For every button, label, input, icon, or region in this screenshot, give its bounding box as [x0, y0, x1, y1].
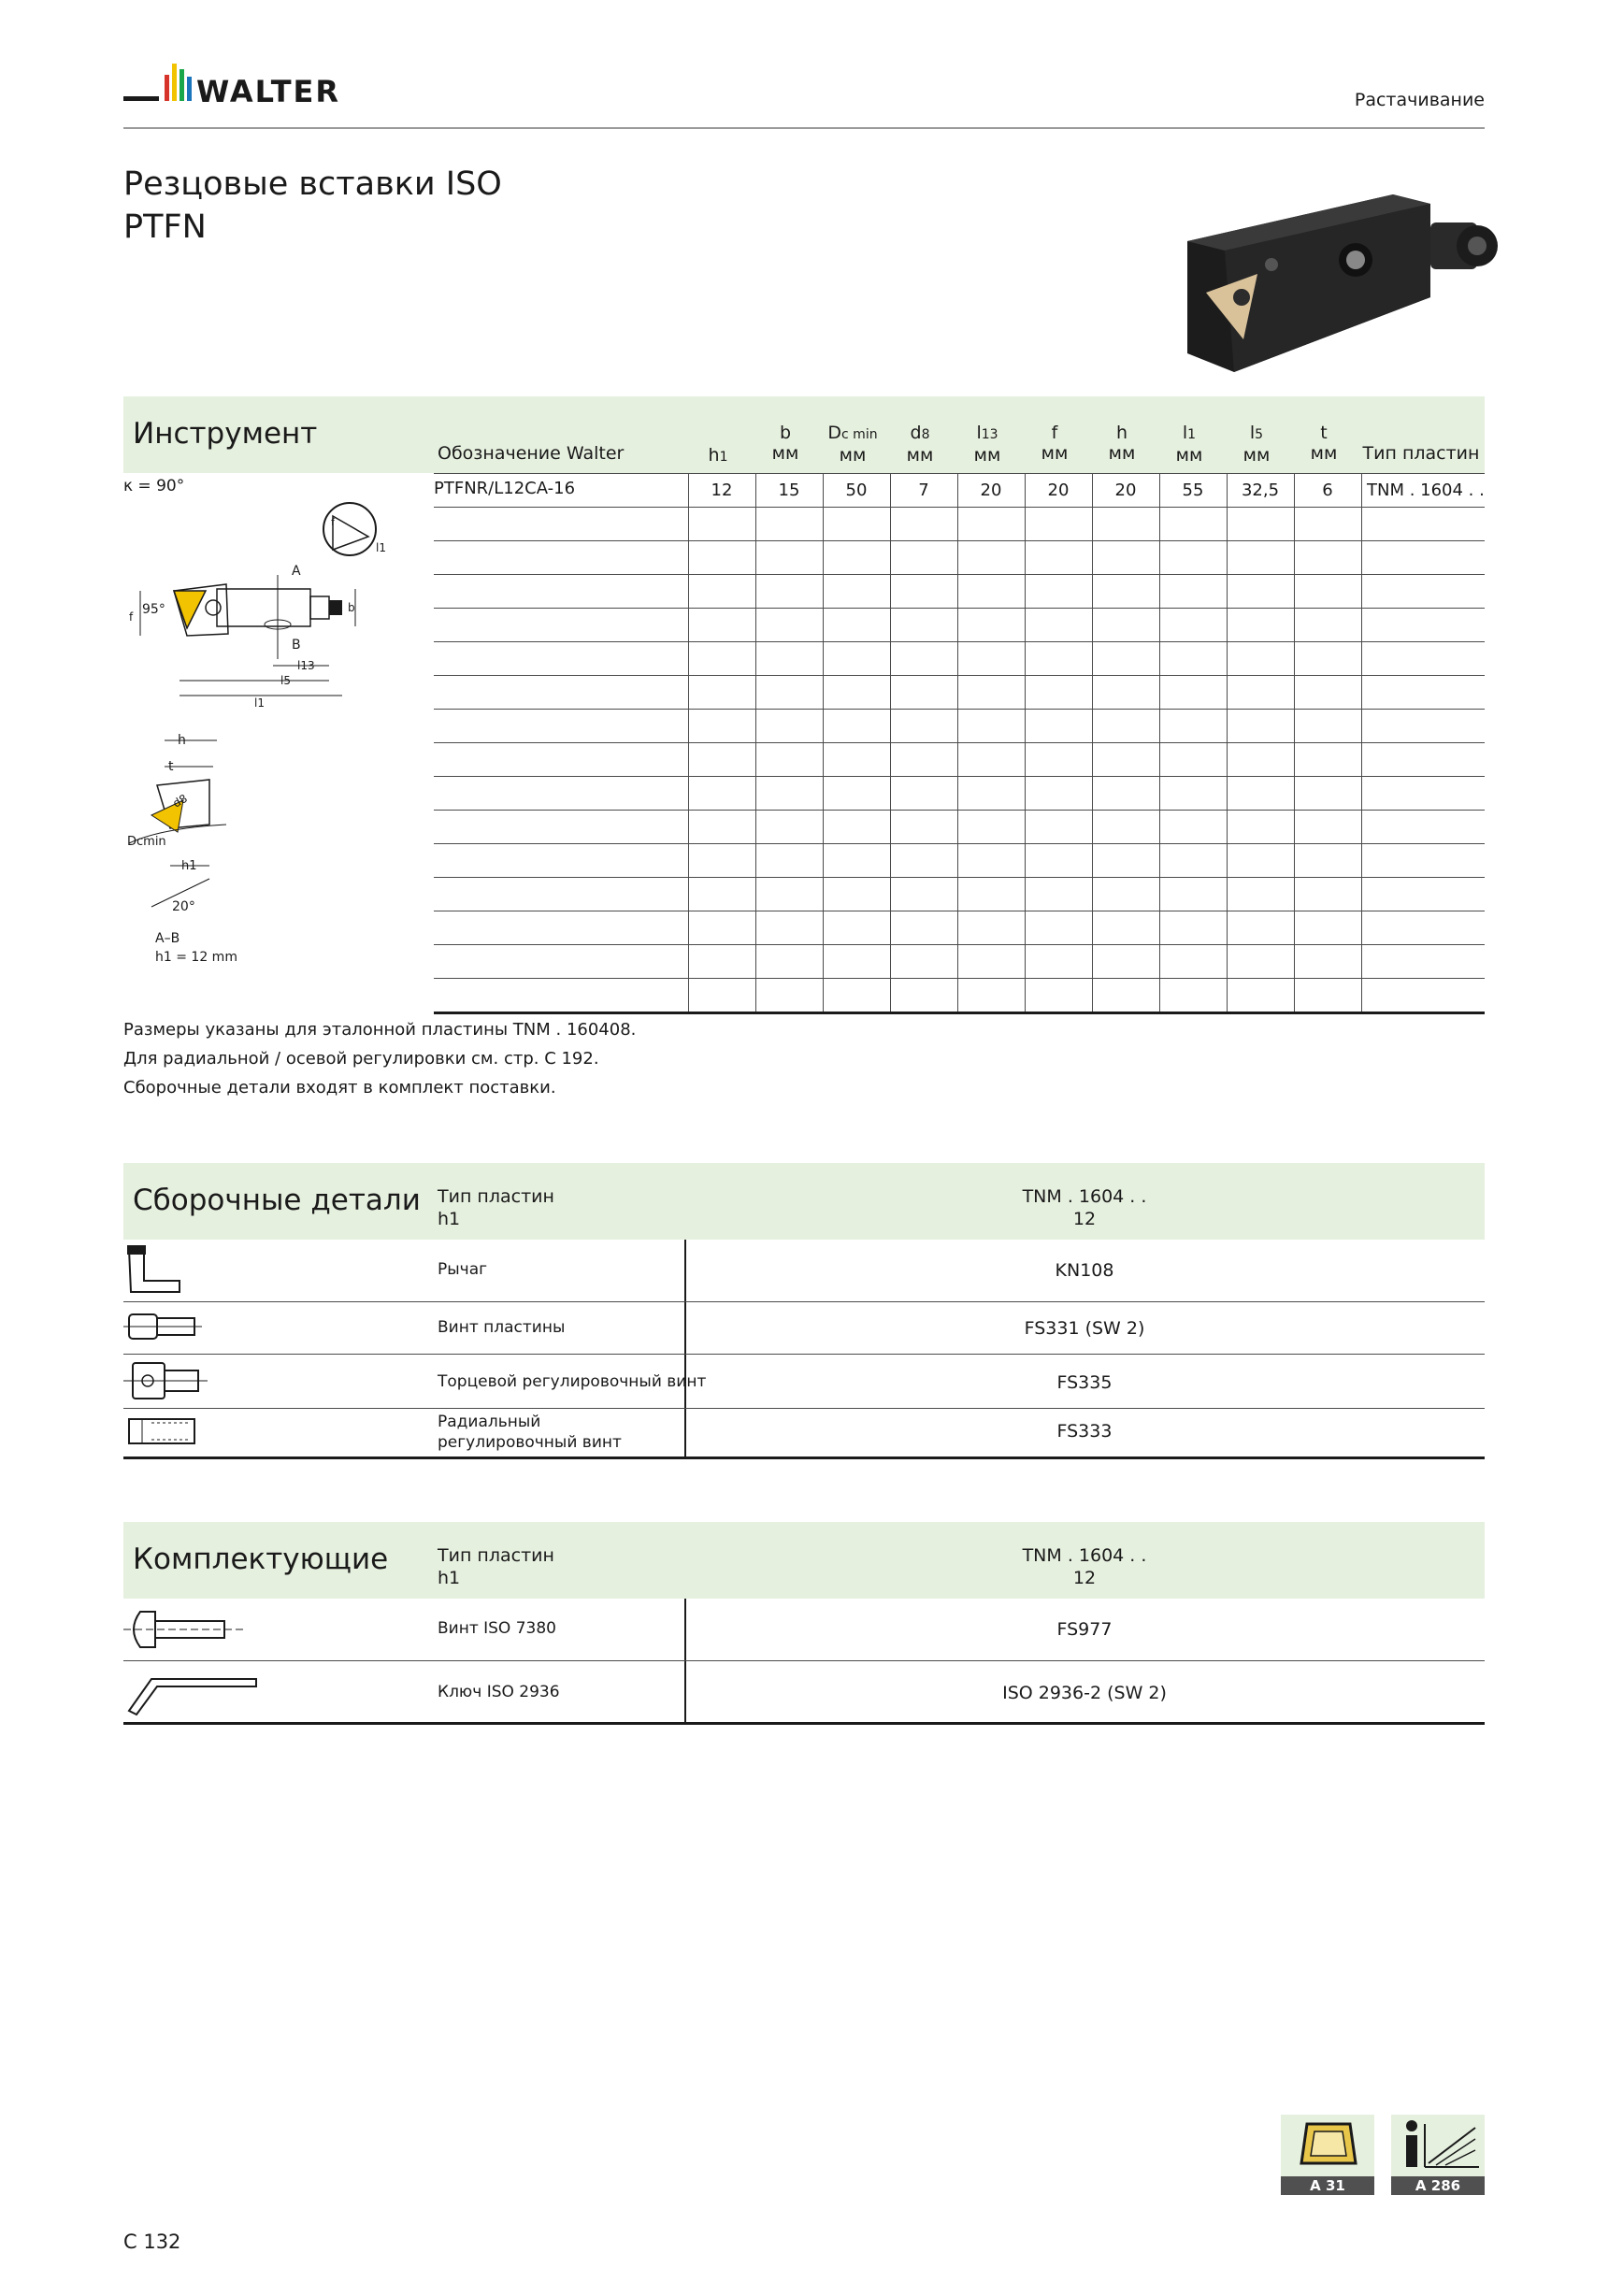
- assembly-insert-type: TNM . 1604 . .: [1022, 1186, 1147, 1207]
- col-d8: d8 мм: [906, 423, 934, 466]
- accessories-heading: Комплектующие: [133, 1543, 389, 1576]
- value-cell-h: 20: [1114, 481, 1137, 500]
- col-rule: [1361, 473, 1362, 1013]
- table-bottom-rule: [434, 1012, 1485, 1014]
- col-h: h мм: [1108, 423, 1136, 464]
- radial-adjust-screw-icon: [123, 1413, 226, 1451]
- note-1: Размеры указаны для эталонной пластины TNM . 160408.: [123, 1020, 637, 1040]
- value-cell-d8: 7: [918, 481, 929, 500]
- drawing-label-b-section: B: [292, 638, 301, 653]
- part-value-insert-screw: FS331 (SW 2): [1024, 1318, 1145, 1339]
- page-number: C 132: [123, 2231, 181, 2253]
- drawing-label-section: A–B: [155, 931, 180, 946]
- value-cell-dcmin: 50: [845, 481, 868, 500]
- col-rule: [823, 473, 824, 1013]
- assembly-row: [123, 1240, 1485, 1301]
- drawing-label-dcmin: Dcmin: [127, 835, 166, 849]
- accessories-row: [123, 1660, 1485, 1722]
- note-3: Сборочные детали входят в комплект поставки.: [123, 1078, 556, 1098]
- drawing-label-t: t: [168, 759, 174, 774]
- col-b: b мм: [771, 423, 799, 464]
- page-title: [123, 163, 502, 249]
- part-name-radial-line1: Радиальный: [438, 1413, 541, 1431]
- col-rule: [1092, 473, 1093, 1013]
- col-l5: l5 мм: [1242, 423, 1271, 466]
- drawing-label-a: A: [292, 564, 301, 579]
- part-name-radial-line2: регулировочный винт: [438, 1433, 622, 1452]
- end-adjust-screw-icon: [123, 1359, 226, 1402]
- ref-insert-shape[interactable]: [1281, 2115, 1374, 2195]
- col-rule: [890, 473, 891, 1013]
- row-rule: [434, 810, 1485, 811]
- row-rule: [434, 944, 1485, 945]
- row-rule: [434, 608, 1485, 609]
- drawing-label-d8: d8: [170, 791, 190, 811]
- col-rule: [1159, 473, 1160, 1013]
- drawing-label-l13: l13: [297, 659, 315, 672]
- part-name-end-adjust-screw: Торцевой регулировочный винт: [438, 1372, 707, 1391]
- accessories-insert-type: TNM . 1604 . .: [1022, 1545, 1147, 1566]
- accessories-label-h1: h1: [438, 1568, 461, 1588]
- note-2: Для радиальной / осевой регулировки см. стр. C 192.: [123, 1049, 599, 1069]
- row-rule: [434, 877, 1485, 878]
- insert-type-cell: TNM . 1604 . .: [1367, 481, 1485, 500]
- section-label: Растачивание: [1354, 90, 1485, 110]
- value-cell-b: 15: [778, 481, 800, 500]
- col-rule: [1025, 473, 1026, 1013]
- drawing-label-l5: l5: [280, 674, 291, 687]
- row-rule: [434, 776, 1485, 777]
- value-cell-l13: 20: [980, 481, 1002, 500]
- accessories-label-insert-type: Тип пластин: [438, 1545, 554, 1566]
- tool-drawing: [123, 495, 404, 982]
- assembly-row: [123, 1408, 1485, 1457]
- ref-label-a286: A 286: [1391, 2176, 1485, 2195]
- value-cell-l5: 32,5: [1241, 481, 1280, 500]
- part-name-lever: Рычаг: [438, 1260, 488, 1279]
- assembly-label-h1: h1: [438, 1209, 461, 1229]
- accessory-name-screw: Винт ISO 7380: [438, 1619, 556, 1638]
- col-rule: [1294, 473, 1295, 1013]
- assembly-heading: Сборочные детали: [133, 1184, 421, 1217]
- accessories-bottom-rule: [123, 1722, 1485, 1725]
- part-name-insert-screw: Винт пластины: [438, 1318, 566, 1337]
- header-rule: [123, 127, 1485, 129]
- kappa-angle: κ = 90°: [123, 477, 185, 495]
- drawing-label-h: h: [178, 733, 186, 748]
- tool-table: [434, 473, 1485, 1013]
- accessory-value-key: ISO 2936-2 (SW 2): [1002, 1683, 1167, 1703]
- notes: [123, 1015, 636, 1102]
- product-photo: [1178, 157, 1515, 381]
- row-rule: [434, 978, 1485, 979]
- title-line-2: PTFN: [123, 208, 207, 246]
- insert-screw-icon: [123, 1309, 226, 1346]
- drawing-label-l1: l1: [254, 696, 265, 710]
- designation-cell: PTFNR/L12CA-16: [434, 479, 576, 498]
- ref-label-a31: A 31: [1281, 2176, 1374, 2195]
- part-value-lever: KN108: [1055, 1260, 1114, 1281]
- accessories-h1: 12: [1072, 1568, 1097, 1588]
- drawing-label-b: b: [348, 601, 355, 614]
- tool-section-heading: Инструмент: [133, 417, 318, 451]
- accessories-row: [123, 1599, 1485, 1660]
- drawing-label-95: 95°: [142, 602, 165, 617]
- lever-icon: [123, 1243, 226, 1296]
- hex-key-icon: [123, 1666, 264, 1718]
- title-line-1: Резцовые вставки ISO: [123, 165, 502, 203]
- value-cell-f: 20: [1047, 481, 1070, 500]
- accessory-name-key: Ключ ISO 2936: [438, 1683, 560, 1701]
- assembly-row: [123, 1354, 1485, 1408]
- col-l13: l13 мм: [973, 423, 1001, 466]
- row-rule: [434, 473, 1485, 474]
- tool-section-header: [123, 396, 1485, 473]
- row-rule: [434, 709, 1485, 710]
- row-rule: [434, 675, 1485, 676]
- insert-shape-icon: [1281, 2115, 1374, 2176]
- value-cell-l1: 55: [1182, 481, 1204, 500]
- accessory-value-screw: FS977: [1056, 1619, 1113, 1640]
- row-rule: [434, 574, 1485, 575]
- col-dcmin: Dc min мм: [827, 423, 878, 466]
- col-rule: [755, 473, 756, 1013]
- col-t: t мм: [1310, 423, 1338, 464]
- row-rule: [434, 742, 1485, 743]
- assembly-row: [123, 1301, 1485, 1354]
- insert-type-header: Тип пластин: [1362, 443, 1480, 464]
- assembly-section-header: [123, 1163, 1485, 1240]
- assembly-bottom-rule: [123, 1457, 1485, 1459]
- drawing-label-section-note: h1 = 12 mm: [155, 950, 237, 965]
- col-rule: [957, 473, 958, 1013]
- svg-text:WALTER: WALTER: [196, 74, 341, 109]
- part-value-radial-adjust-screw: FS333: [1056, 1421, 1113, 1442]
- ref-info-chart[interactable]: [1391, 2115, 1485, 2195]
- assembly-label-insert-type: Тип пластин: [438, 1186, 554, 1207]
- part-value-end-adjust-screw: FS335: [1056, 1372, 1113, 1393]
- designation-header: Обозначение Walter: [438, 443, 625, 464]
- col-f: f мм: [1041, 423, 1069, 464]
- col-rule: [1227, 473, 1228, 1013]
- col-h1: h1: [708, 445, 728, 466]
- drawing-label-f2: f: [129, 610, 134, 624]
- value-cell-h1: 12: [711, 481, 733, 500]
- col-rule: [688, 473, 689, 1013]
- col-l1: l1 мм: [1175, 423, 1203, 466]
- row-rule: [434, 843, 1485, 844]
- drawing-label-f: f: [331, 516, 335, 528]
- walter-logo: [123, 60, 404, 116]
- drawing-label-20: 20°: [172, 899, 195, 914]
- value-cell-t: 6: [1322, 481, 1333, 500]
- row-rule: [434, 507, 1485, 508]
- info-chart-icon: [1391, 2115, 1485, 2176]
- row-rule: [434, 540, 1485, 541]
- part-name-radial-adjust-screw: [438, 1412, 622, 1453]
- drawing-label-l1-small: l1: [376, 541, 386, 554]
- assembly-h1: 12: [1072, 1209, 1097, 1229]
- drawing-label-h1: h1: [181, 859, 197, 873]
- row-rule: [434, 641, 1485, 642]
- iso-screw-icon: [123, 1606, 254, 1653]
- accessories-section-header: [123, 1522, 1485, 1599]
